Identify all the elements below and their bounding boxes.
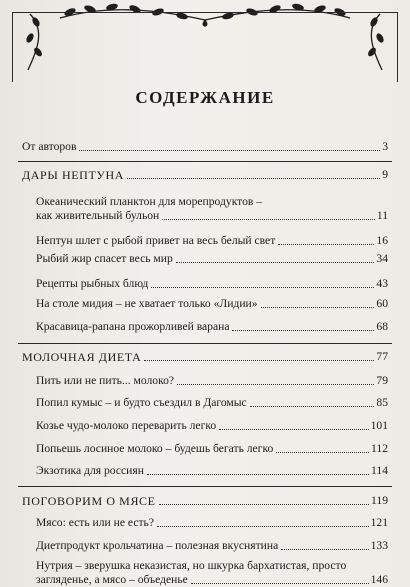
toc-entry-page: 146 [370,573,388,586]
toc-section-label: ДАРЫ НЕПТУНА [22,168,125,182]
toc-entry-page: 133 [370,539,388,552]
toc-entry-page: 85 [376,396,388,409]
toc-entry-line1: Нутрия – зверушка неказистая, но шкурка бархатистая, просто [36,559,347,572]
toc-entry-intro[interactable] [0,140,410,154]
toc-leader [162,219,375,220]
toc-entry-label: От авторов [22,140,77,153]
toc-entry[interactable] [0,419,410,433]
toc-leader [278,244,374,245]
toc-entry-page: 34 [376,252,388,265]
toc-entry-page: 68 [376,320,388,333]
toc-entry-label: Диетпродукт крольчатина – полезная вкуснятина [36,539,279,552]
toc-entry-page: 11 [376,209,388,222]
toc-leader [191,583,369,584]
toc-entry-label: Рецепты рыбных блюд [36,277,149,290]
toc-section-milk[interactable] [0,350,410,364]
section-divider [18,161,392,162]
toc-entry-label: Попил кумыс – и будто съездил в Дагомыс [36,396,247,409]
toc-leader [127,178,380,179]
toc-leader [159,504,369,505]
section-divider [18,486,392,487]
toc-entry[interactable] [0,516,410,530]
toc-entry[interactable] [0,209,410,223]
toc-entry-label: Рыбий жир спасет весь мир [36,252,173,265]
toc-leader [157,526,369,527]
toc-entry-label: Красавица-рапана прожорливей варана [36,320,230,333]
toc-entry-label: Пить или не пить... молоко? [36,374,175,387]
toc-section-label: ПОГОВОРИМ О МЯСЕ [22,494,156,508]
toc-leader [232,330,374,331]
toc-entry-page: 101 [370,419,388,432]
toc-entry-page: 121 [370,516,388,529]
toc-leader [176,262,375,263]
toc-section-neptune[interactable] [0,168,410,182]
toc-leader [177,384,374,385]
toc-entry-page: 114 [371,464,388,477]
section-divider [18,343,392,344]
toc-leader [79,150,380,151]
toc-entry-page: 60 [376,297,388,310]
toc-entry-label: загляденье, а мясо – объеденье [36,573,188,586]
toc-leader [144,360,374,361]
toc-entry-label: Нептун шлет с рыбой привет на весь белый свет [36,234,276,247]
toc-entry-page: 16 [376,234,388,247]
toc-entry[interactable] [0,442,410,456]
toc-section-page: 77 [376,350,388,363]
toc-leader [261,307,375,308]
toc-entry-page: 43 [376,277,388,290]
toc-leader [151,287,374,288]
toc-entry[interactable] [0,539,410,553]
toc-entry-page: 79 [376,374,388,387]
toc-leader [147,474,369,475]
toc-entry[interactable] [0,234,410,248]
toc-entry[interactable] [0,277,410,291]
toc-entry-page: 112 [371,442,388,455]
toc-entry-label: Экзотика для россиян [36,464,144,477]
toc-entry-label: Козье чудо-молоко переварить легко [36,419,217,432]
toc-entry-label: как живительный бульон [36,209,160,222]
toc-entry[interactable] [0,573,410,587]
toc-leader [219,429,368,430]
toc-leader [276,452,369,453]
page-title: СОДЕРЖАНИЕ [135,88,275,107]
toc-section-page: 9 [382,168,388,181]
toc-entry[interactable] [0,396,410,410]
toc-entry-label: Мясо: есть или не есть? [36,516,154,529]
toc-entry-label: На столе мидия – не хватает только «Лидии» [36,297,258,310]
toc-entry-line1: Океанический планктон для морепродуктов – [36,195,263,208]
toc-leader [250,406,375,407]
toc-entry[interactable] [0,297,410,311]
toc-section-label: МОЛОЧНАЯ ДИЕТА [22,350,142,364]
toc-leader [281,549,368,550]
toc-entry[interactable] [0,464,410,478]
toc-entry-page: 3 [382,140,388,153]
toc-section-meat[interactable] [0,494,410,508]
toc-section-page: 119 [371,494,388,507]
toc-entry-label: Попьешь лосиное молоко – будешь бегать легко [36,442,274,455]
toc-entry[interactable] [0,320,410,334]
toc-entry[interactable] [0,374,410,388]
toc-entry[interactable] [0,252,410,266]
